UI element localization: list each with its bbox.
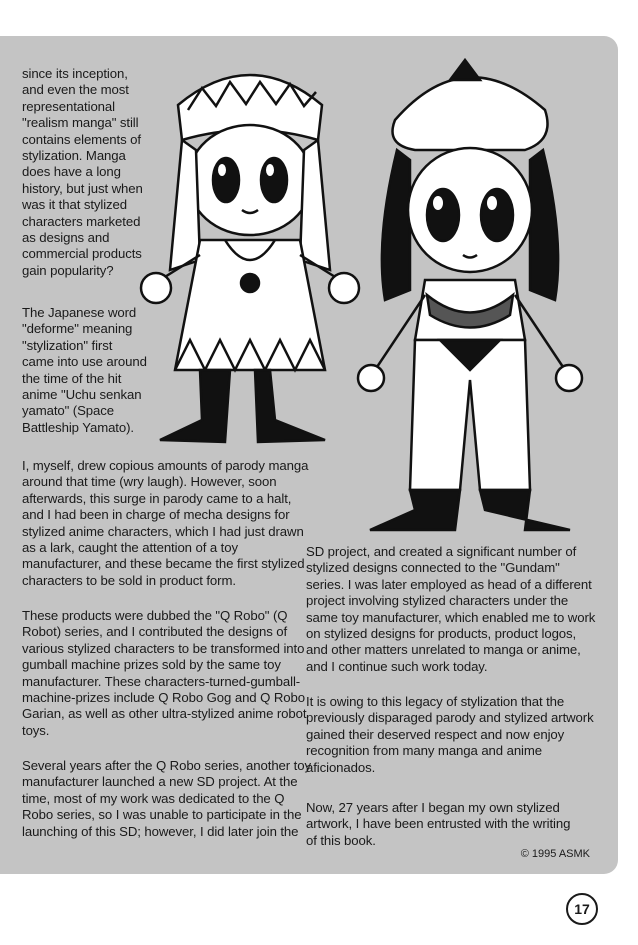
text-line: does have a long bbox=[22, 164, 121, 180]
text-line: machine-prizes include Q Robo Gog and Q Robo bbox=[22, 690, 305, 705]
text-line: toys. bbox=[22, 722, 50, 738]
text-line: contains elements of bbox=[22, 131, 141, 147]
text-line: around that time (wry laugh). However, soon bbox=[22, 474, 277, 490]
chibi-girl-illustration bbox=[358, 60, 582, 530]
text-line: afterwards, this surge in parody came to a halt, bbox=[22, 490, 292, 506]
text-line: Robo series, so I was unable to participate in the bbox=[22, 807, 302, 823]
text-line: launching of this SD; however, I did later join the bbox=[22, 823, 299, 839]
copyright-credit: © 1995 ASMK bbox=[520, 848, 590, 860]
text-line: as a lark, caught the attention of a toy bbox=[22, 540, 238, 555]
text-line: characters marketed bbox=[22, 213, 141, 229]
text-line: artwork, I have been entrusted with the writing bbox=[306, 816, 571, 832]
text-line: of this book. bbox=[306, 832, 376, 848]
text-line: Now, 27 years after I began my own stylized bbox=[306, 800, 560, 815]
text-line: gumball machine prizes sold by the same toy bbox=[22, 657, 281, 673]
text-line: yamato" (Space bbox=[22, 403, 114, 419]
text-line: SD project, and created a significant number of bbox=[306, 544, 577, 559]
text-line: It is owing to this legacy of stylization that the bbox=[306, 694, 565, 709]
text-line: history, but just when bbox=[22, 180, 143, 196]
text-line: commercial products bbox=[22, 246, 142, 262]
text-line: on stylized designs for products, product logos, bbox=[306, 626, 577, 641]
text-line: gained their deserved respect and now enjoy bbox=[306, 726, 565, 742]
text-line: and even the most bbox=[22, 82, 129, 98]
text-line: stylization. Manga bbox=[22, 148, 126, 163]
text-line: manufacturer, and these became the first stylized bbox=[22, 556, 305, 572]
text-line: representational bbox=[22, 98, 115, 114]
page-number: 17 bbox=[566, 893, 598, 925]
text-line: manufacturer. These characters-turned-gumball- bbox=[22, 673, 301, 689]
text-line: time, most of my work was dedicated to the Q bbox=[22, 790, 285, 806]
text-line: various stylized characters to be transformed into bbox=[22, 640, 305, 656]
text-line: I, myself, drew copious amounts of parody manga bbox=[22, 458, 309, 473]
text-line: manufacturer launched a new SD project. At the bbox=[22, 774, 298, 790]
text-line: as designs and bbox=[22, 230, 110, 245]
text-line: stylized anime characters, which I had just drawn bbox=[22, 523, 304, 539]
text-line: "realism manga" still bbox=[22, 115, 139, 131]
text-line: recognition from many manga and anime bbox=[306, 743, 542, 759]
text-line: and I continue such work today. bbox=[306, 658, 488, 674]
text-line: characters to be sold in product form. bbox=[22, 572, 236, 588]
text-line: since its inception, bbox=[22, 66, 128, 81]
text-line: previously disparaged parody and stylized artwork bbox=[306, 710, 594, 726]
text-line: came into use around bbox=[22, 354, 147, 370]
text-line: the time of the hit bbox=[22, 370, 122, 386]
text-line: "deforme" meaning bbox=[22, 321, 133, 337]
text-line: The Japanese word bbox=[22, 305, 137, 320]
text-line: stylized designs connected to the "Gundam" bbox=[306, 560, 560, 576]
text-line: series. I was later employed as head of a different bbox=[306, 576, 592, 592]
chibi-boy-illustration bbox=[141, 75, 359, 442]
text-line: Several years after the Q Robo series, another toy bbox=[22, 758, 311, 773]
text-line: and I had been in charge of mecha designs for bbox=[22, 507, 290, 523]
text-line: Battleship Yamato). bbox=[22, 419, 134, 435]
text-line: was it that stylized bbox=[22, 197, 128, 213]
text-line: project involving stylized characters under the bbox=[306, 593, 569, 609]
text-line: Robot) series, and I contributed the designs of bbox=[22, 624, 288, 640]
text-line: aficionados. bbox=[306, 759, 376, 775]
text-line: and other matters unrelated to manga or anime, bbox=[306, 642, 581, 658]
text-line: gain popularity? bbox=[22, 262, 114, 278]
text-line: "stylization" first bbox=[22, 337, 113, 353]
text-line: anime "Uchu senkan bbox=[22, 387, 142, 402]
text-line: These products were dubbed the "Q Robo" (Q bbox=[22, 608, 288, 623]
text-line: same toy manufacturer, which enabled me to work bbox=[306, 609, 596, 625]
text-line: Garian, as well as other ultra-stylized anime robot bbox=[22, 706, 307, 722]
